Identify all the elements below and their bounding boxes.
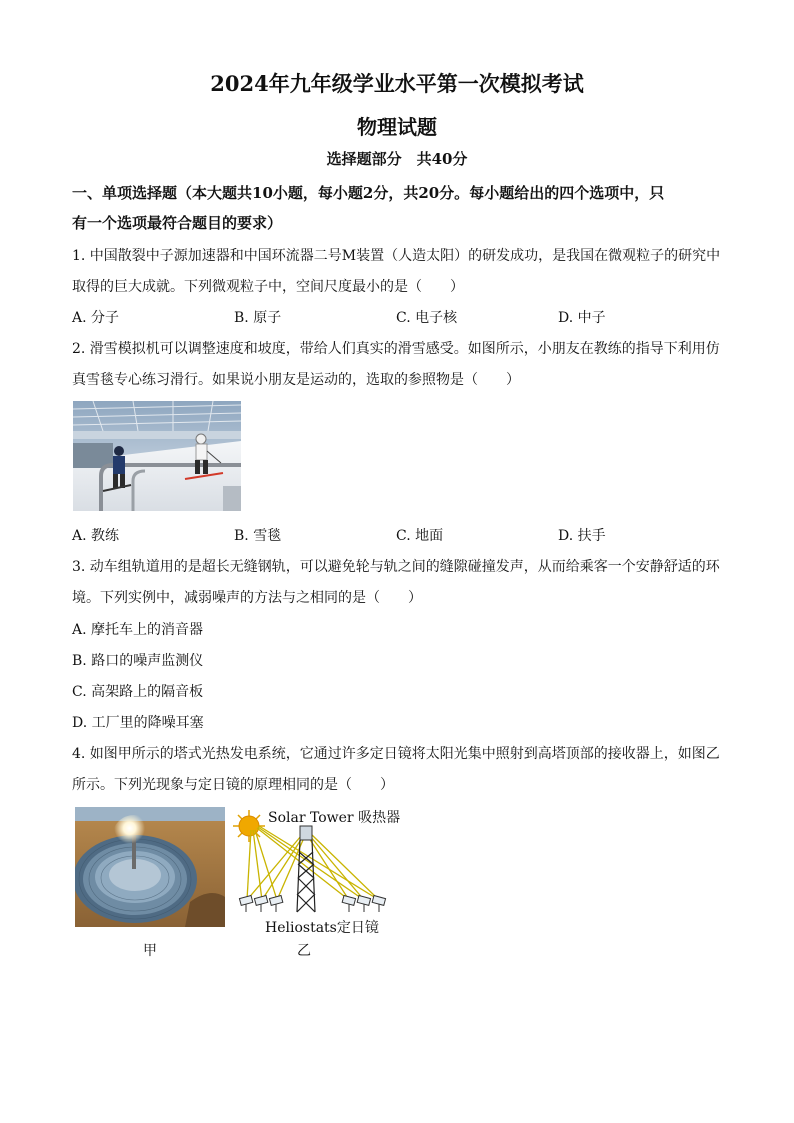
- figure-caption-a: 甲: [143, 943, 157, 959]
- q2-text-line2: 真雪毯专心练习滑行。如果说小朋友是运动的，选取的参照物是（ ）: [72, 372, 520, 388]
- part-title: 选择题部分 共40分: [326, 150, 468, 168]
- tower-icon: [297, 826, 315, 912]
- solar-field-illustration: [75, 807, 225, 927]
- q2-text-line1: 2. 滑雪模拟机可以调整速度和坡度，带给人们真实的滑雪感受。如图所示，小朋友在教练的指导下利用仿: [72, 341, 720, 357]
- q3-option-d[interactable]: D. 工厂里的降噪耳塞: [72, 715, 204, 731]
- tower-label: Solar Tower 吸热器: [268, 810, 401, 826]
- q3-option-b[interactable]: B. 路口的噪声监测仪: [72, 653, 204, 669]
- q1-option-a[interactable]: A. 分子: [72, 310, 120, 326]
- ski-simulator-photo: [73, 401, 241, 511]
- q1-option-b[interactable]: B. 原子: [234, 310, 282, 326]
- q4-text-line2: 所示。下列光现象与定日镜的原理相同的是（ ）: [72, 777, 394, 793]
- q1-text-line2: 取得的巨大成就。下列微观粒子中，空间尺度最小的是（ ）: [72, 279, 464, 295]
- q3-option-c[interactable]: C. 高架路上的隔音板: [72, 684, 204, 700]
- q4-text-line1: 4. 如图甲所示的塔式光热发电系统，它通过许多定日镜将太阳光集中照射到高塔顶部的接收器上，如图乙: [72, 746, 720, 762]
- section-heading-line1: 一、单项选择题（本大题共10小题，每小题2分，共20分。每小题给出的四个选项中，只: [72, 184, 665, 202]
- exam-title: 2024年九年级学业水平第一次模拟考试: [210, 71, 584, 96]
- subject-title: 物理试题: [357, 115, 437, 139]
- q3-option-a[interactable]: A. 摩托车上的消音器: [72, 622, 204, 638]
- ski-simulator-illustration: [73, 401, 241, 511]
- q2-option-b[interactable]: B. 雪毯: [234, 528, 282, 544]
- heliostat-label: Heliostats定日镜: [265, 920, 379, 936]
- q3-text-line1: 3. 动车组轨道用的是超长无缝钢轨，可以避免轮与轨之间的缝隙碰撞发声，从而给乘客一个安静舒适的环: [72, 559, 720, 575]
- figure-caption-b: 乙: [297, 943, 311, 959]
- q1-option-c[interactable]: C. 电子核: [396, 310, 458, 326]
- q2-option-c[interactable]: C. 地面: [396, 528, 444, 544]
- q2-option-a[interactable]: A. 教练: [72, 528, 120, 544]
- q2-option-d[interactable]: D. 扶手: [558, 528, 606, 544]
- section-heading-line2: 有一个选项最符合题目的要求）: [72, 214, 283, 232]
- solar-field-photo: [75, 807, 225, 927]
- q3-text-line2: 境。下列实例中，减弱噪声的方法与之相同的是（ ）: [72, 590, 422, 606]
- q1-option-d[interactable]: D. 中子: [558, 310, 606, 326]
- q1-text-line1: 1. 中国散裂中子源加速器和中国环流器二号M装置（人造太阳）的研发成功，是我国在微观粒子的研究中: [72, 248, 721, 264]
